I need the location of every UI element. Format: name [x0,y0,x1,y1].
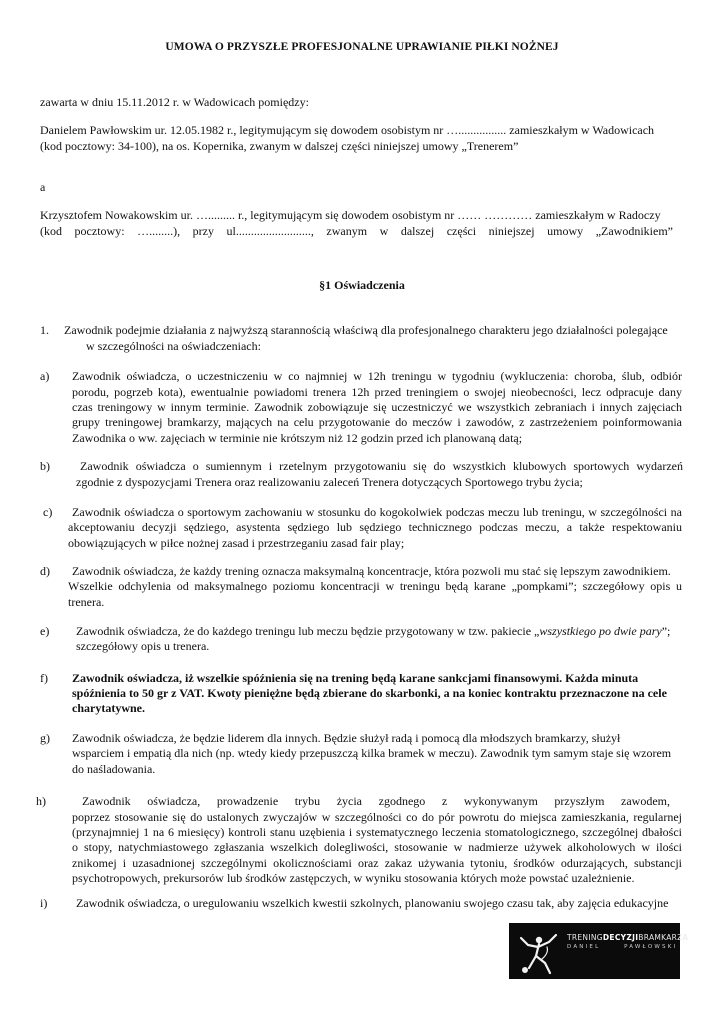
item-h-label: h) [36,794,46,808]
item-g-line: Zawodnik oświadcza, że będzie liderem dla innych. Będzie służył radą i pomocą dla młodszych bramkarzy, służył [72,731,621,745]
item-d-line: Wszelkie odchylenia od maksymalnego poziomu koncentracji w treningu będą karane „pompkami”; szczegółowy opis u [68,579,682,593]
item-c-line: obowiązujących w piłce nożnej zasad i przestrzeganiu zasad fair play; [68,536,405,550]
intro-text: zawarta w dniu 15.11.2012 r. w Wadowicach pomiędzy: [40,95,309,109]
brand-logo [509,923,689,979]
item-e-line2: szczegółowy opis u trenera. [76,639,210,653]
item-h-line: o stopy, natychmiastowego zgłaszania wszelkich dolegliwości, stosowanie w nadmierze używek alkoholowych w ilości [72,840,682,854]
item-c-label: c) [43,505,53,519]
item-f-line: spóźnienia to 50 gr z VAT. Kwoty pieniężne będą zbierane do skarbonki, a na koniec kontraktu przeznaczone na cele [72,686,667,700]
point1-line2: w szczególności na oświadczeniach: [86,339,261,353]
logo-brand-text [567,933,688,942]
item-h-line: poprzez stosowanie się do ustalonych zwyczajów w szczególności co do pór powrotu do miejsca zamieszkania, regularnej [72,810,682,824]
item-g-line: do naśladowania. [72,762,156,776]
item-f-line: charytatywne. [72,701,145,715]
party2-line2: (kod pocztowy: …........), przy ul........................., zwanym w dalszej części niniejszej umowy „Zawodnikiem” [40,224,673,238]
logo-name-first: DANIEL [567,944,601,950]
item-b-line: zgodnie z dyspozycjami Trenera oraz realizowaniu zaleceń Trenera dotyczących Sportowego trybu życia; [76,475,583,489]
item-d-line: trenera. [68,595,105,609]
item-c-line: akceptowaniu decyzji sędziego, asystenta sędziego lub sędziego technicznego podczas meczu, a także respektowaniu [68,520,682,534]
item-e-line1-start: Zawodnik oświadcza, że do każdego treningu lub meczu będzie przygotowany w tzw. pakiecie „ [76,624,540,638]
item-a-label: a) [40,369,50,383]
logo-brand-part3: BRAMKARZA [638,933,689,942]
item-f-label: f) [40,671,48,685]
item-c-line: Zawodnik oświadcza o sportowym zachowaniu w stosunku do kogokolwiek podczas meczu lub treningu, w szczególności na [72,505,682,519]
item-e-line1-end: ”; [661,624,671,638]
item-e-label: e) [40,624,50,638]
party2-line1: Krzysztofem Nowakowskim ur. …......... r., legitymującym się dowodem osobistym nr …… ………… zamieszkałym w Radoczy [40,208,661,222]
party1-line2: (kod pocztowy: 34-100), na os. Kopernika, zwanym w dalszej części niniejszej umowy „Trenerem” [40,139,519,153]
conjunction-a: a [40,180,46,194]
item-a-line: czas treningowy w innym terminie. Zawodnik zobowiązuje się uczestniczyć we wszystkich zebraniach i innych zajęciach [72,400,682,414]
item-h-line: Zawodnik oświadcza, prowadzenie trybu życia zgodnego z wykonywanym przyszłym zawodem, [82,794,670,808]
item-b-label: b) [40,459,50,473]
item-a-line: Zawodnika o ww. zajęciach w terminie nie krótszym niż 12 godzin przed ich planowaną datą; [72,431,523,445]
logo-brand-part2: DECYZJI [602,933,639,942]
item-i-label: i) [40,896,48,910]
item-h-line: znikomej i uzasadnionej szczególnymi okolicznościami oraz zakaz używania tytoniu, środków odurzających, substancji [72,856,682,870]
item-h-line: (przynajmniej 1 na 6 miesięcy) kontroli stanu uzębienia i systematycznego leczenia stomatologicznego, szczególnej dbałości [72,825,682,839]
logo-name-last: PAWŁOWSKI [624,944,678,950]
item-h-line: psychotropowych, prekursorów lub środków zastępczych, w wyniku stosowania których może powstać uzależnienie. [72,871,635,885]
goalkeeper-silhouette-icon [509,923,680,979]
item-g-label: g) [40,731,50,745]
section-heading: §1 Oświadczenia [319,278,405,292]
item-e-line1 [76,624,670,640]
item-i-line: Zawodnik oświadcza, o uregulowaniu wszelkich kwestii szkolnych, planowaniu swojego czasu tak, aby zajęcia edukacyjne [76,896,669,910]
point1-line1: Zawodnik podejmie działania z najwyższą starannością właściwą dla profesjonalnego charakteru jego działalności polegające [64,323,668,337]
item-b-line: Zawodnik oświadcza o sumiennym i rzetelnym przygotowaniu się do wszystkich klubowych sportowych wydarzeń [80,459,683,473]
party1-line1: Danielem Pawłowskim ur. 12.05.1982 r., legitymującym się dowodem osobistym nr …................ zamieszkałym w Wadowicach [40,123,655,137]
item-e-italic-phrase: wszystkiego po dwie pary [539,624,662,638]
logo-brand-part1: TRENING [567,933,603,942]
item-g-line: wsparciem i empatią dla nich (np. wtedy kiedy przepuszczą kilka bramek w meczu). Zawodnik tym samym staje się wzorem [72,746,672,760]
item-a-line: porodu, pogrzeb kota), ewentualnie powiadomi trenera 12h przed treningiem o swojej nieobecności, lecz odpracuje dany [72,385,682,399]
item-f-line: Zawodnik oświadcza, iż wszelkie spóźnienia się na trening będą karane sankcjami finansowymi. Każda minuta [72,671,639,685]
item-d-label: d) [40,564,50,578]
logo-owner-name [567,944,677,950]
document-title: UMOWA O PRZYSZŁE PROFESJONALNE UPRAWIANIE PIŁKI NOŻNEJ [165,41,559,53]
item-a-line: grupy treningowej bramkarzy, mających na celu przygotowanie do meczów i zawodów, z zastrzeżeniem poinformowania [72,415,682,429]
item-a-line: Zawodnik oświadcza, o uczestniczeniu w co najmniej w 12h treningu w tygodniu (wykluczenia: choroba, ślub, odbiór [72,369,682,383]
item-d-line: Zawodnik oświadcza, że każdy trening oznacza maksymalną koncentracje, która pozwoli mu stać się lepszym zawodnikiem. [72,564,671,578]
point1-number: 1. [40,323,49,337]
